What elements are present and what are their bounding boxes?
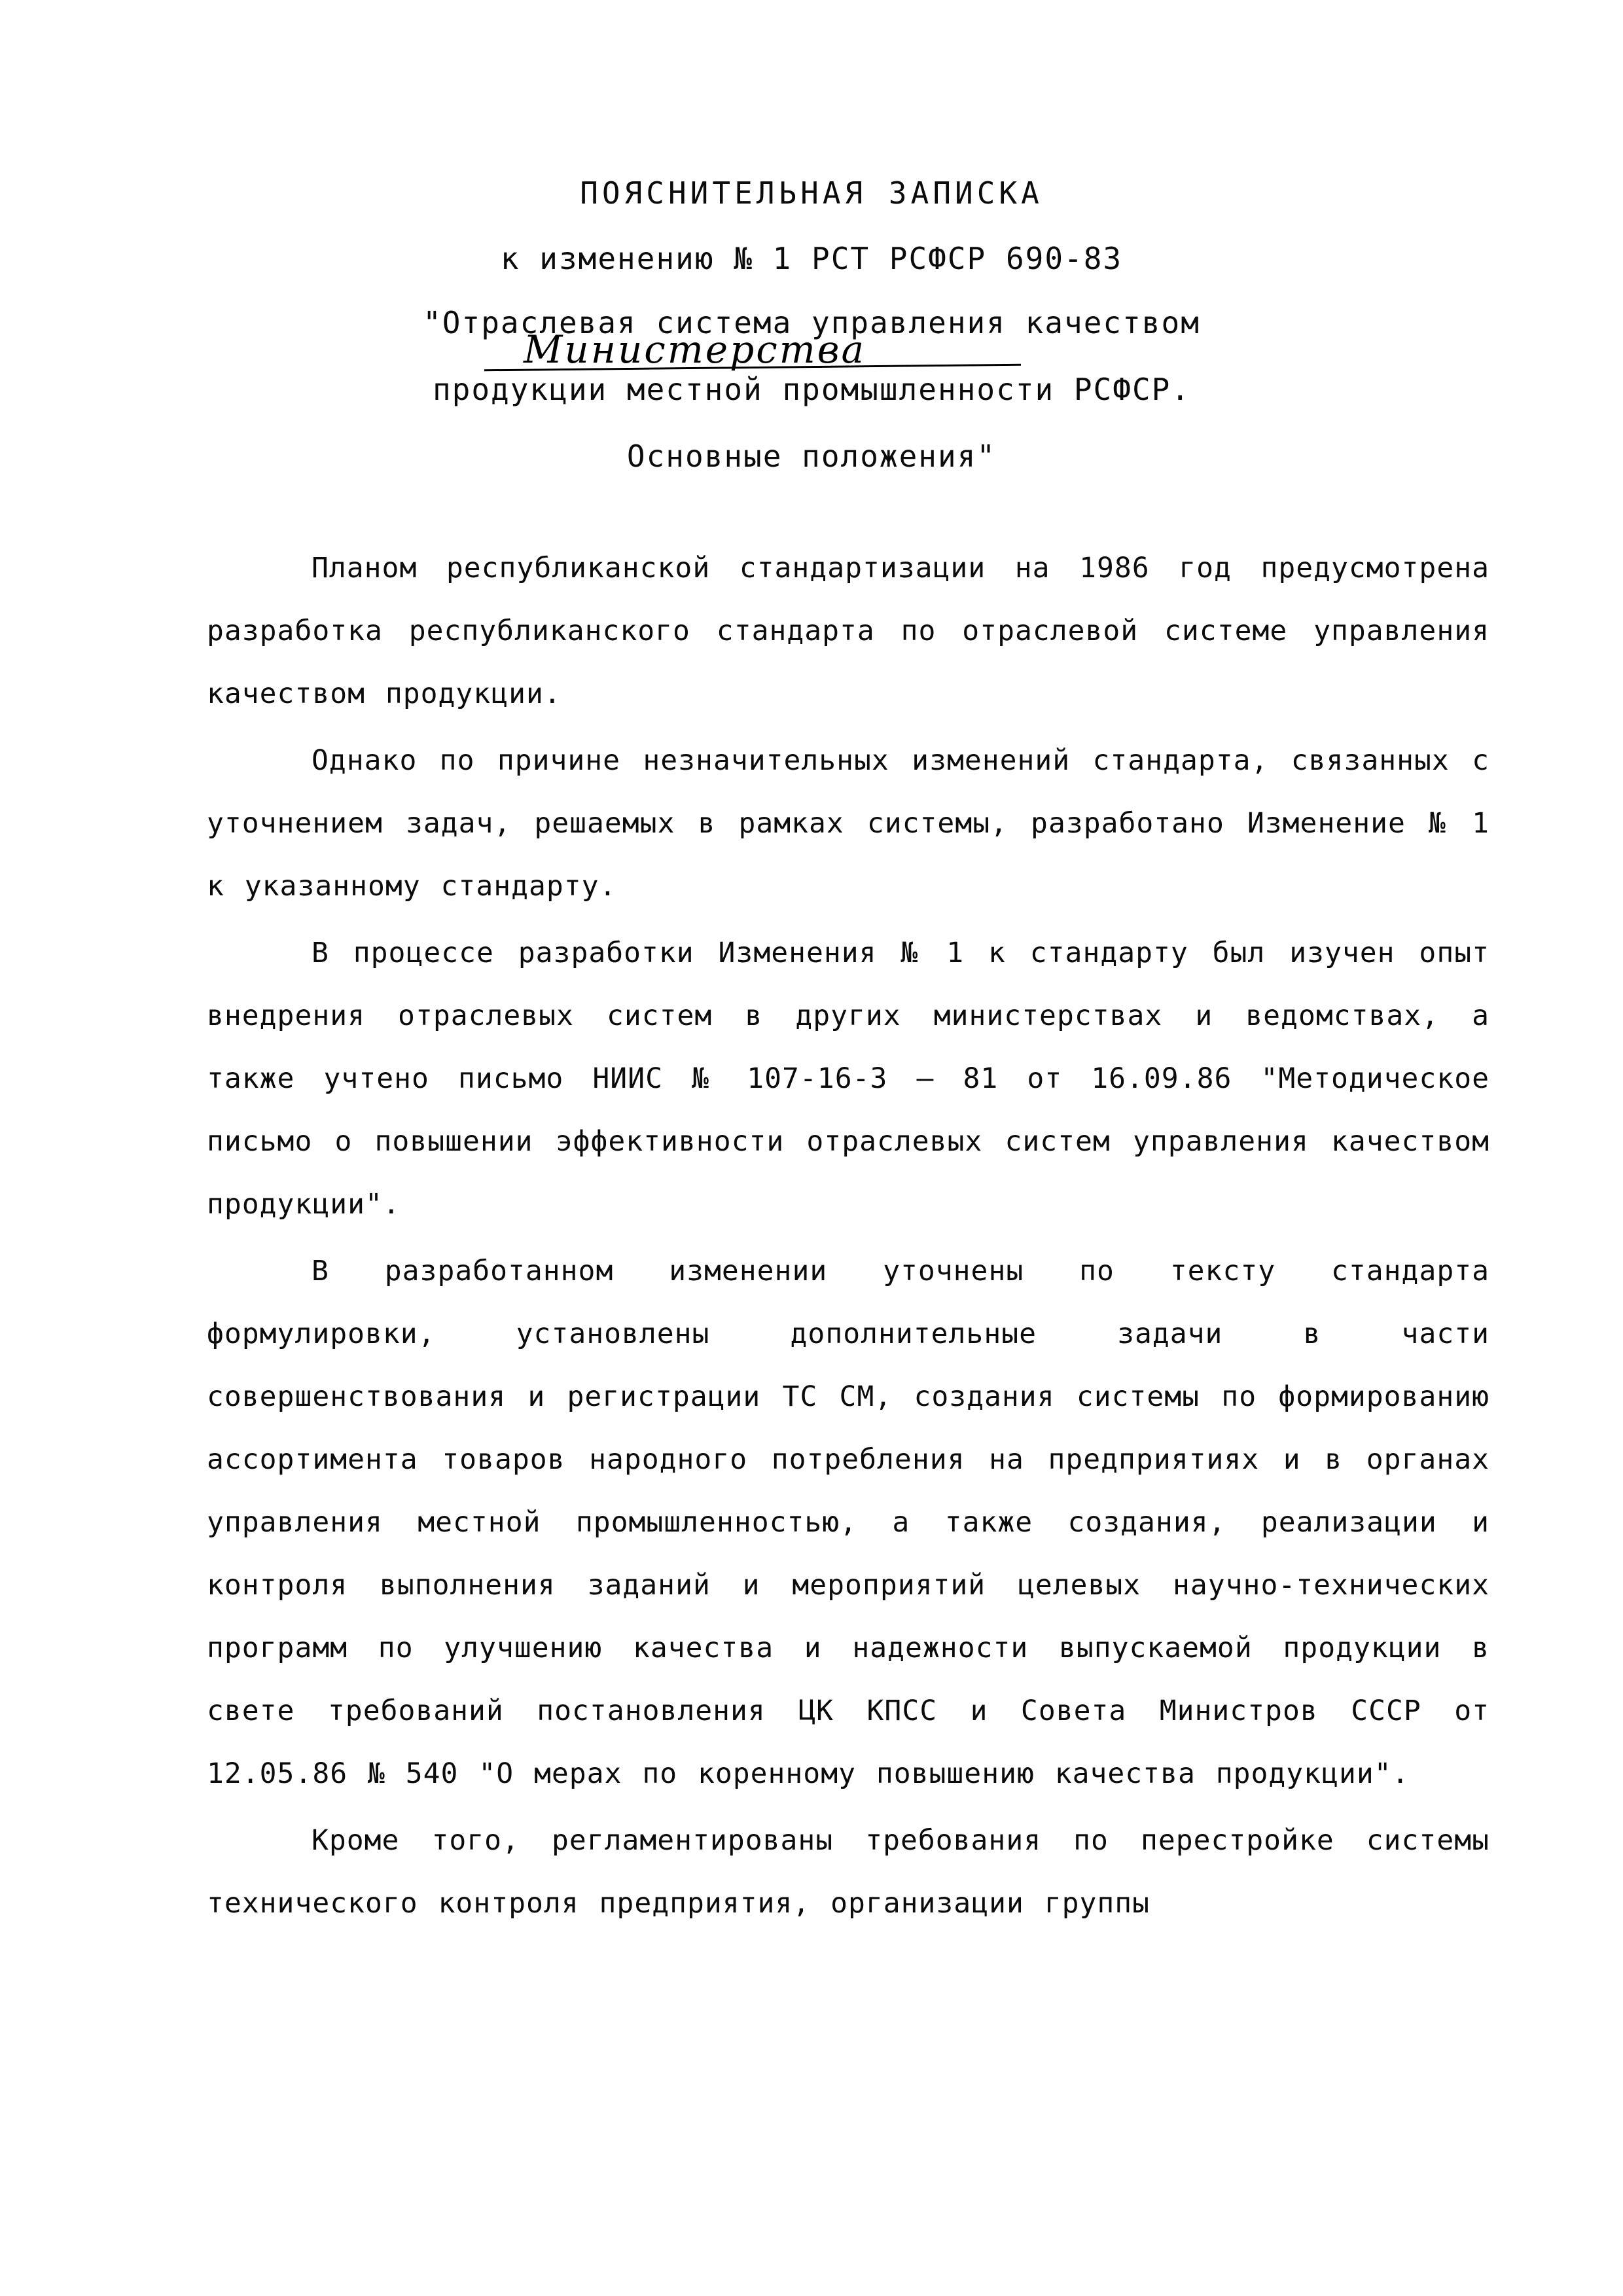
paragraph-process: В процессе разработки Изменения № 1 к стандарту был изучен опыт внедрения отраслевых систем в других министерствах и ведомствах, а также учтено письмо НИИС № 107-16-3 — 81 от 16.09.86 "Методическое письмо о повышении эффективности отраслевых систем управления качеством продукции". (207, 937, 1489, 1221)
change-reference: к изменению № 1 РСТ РСФСР 690-83 (500, 241, 1123, 276)
handwritten-insertion: Министерства (524, 327, 866, 372)
document-title: ПОЯСНИТЕЛЬНАЯ ЗАПИСКА (580, 175, 1043, 211)
paragraph-besides: Кроме того, регламентированы требования по перестройке системы технического контроля предприятия, организации группы (207, 1824, 1489, 1920)
paragraph-changes: В разработанном изменении уточнены по тексту стандарта формулировки, установлены дополнительные задачи в части совершенствования и регистрации ТС СМ, создания системы по формированию ассортимента товаров народного потребления на предприятиях и в органах управления местной промышленностью, а также создания, реализации и контроля выполнения заданий и мероприятий целевых научно-технических программ по улучшению качества и надежности выпускаемой продукции в свете требований постановления ЦК КПСС и Совета Министров СССР от 12.05.86 № 540 "О мерах по коренному повышению качества продукции". (207, 1255, 1489, 1790)
basic-provisions: Основные положения" (626, 439, 997, 474)
paragraph-plan: Планом республиканской стандартизации на 1986 год предусмотрена разработка республиканского стандарта по отраслевой системе управления качеством продукции. (207, 552, 1489, 710)
system-title: "Отраслевая система управления качеством (423, 305, 1200, 340)
product-line: продукции местной промышленности РСФСР. (432, 372, 1191, 407)
paragraph-however: Однако по причине незначительных изменений стандарта, связанных с уточнением задач, решаемых в рамках системы, разработано Изменение № 1 к указанному стандарту. (207, 744, 1489, 903)
body-text (207, 537, 1489, 1935)
